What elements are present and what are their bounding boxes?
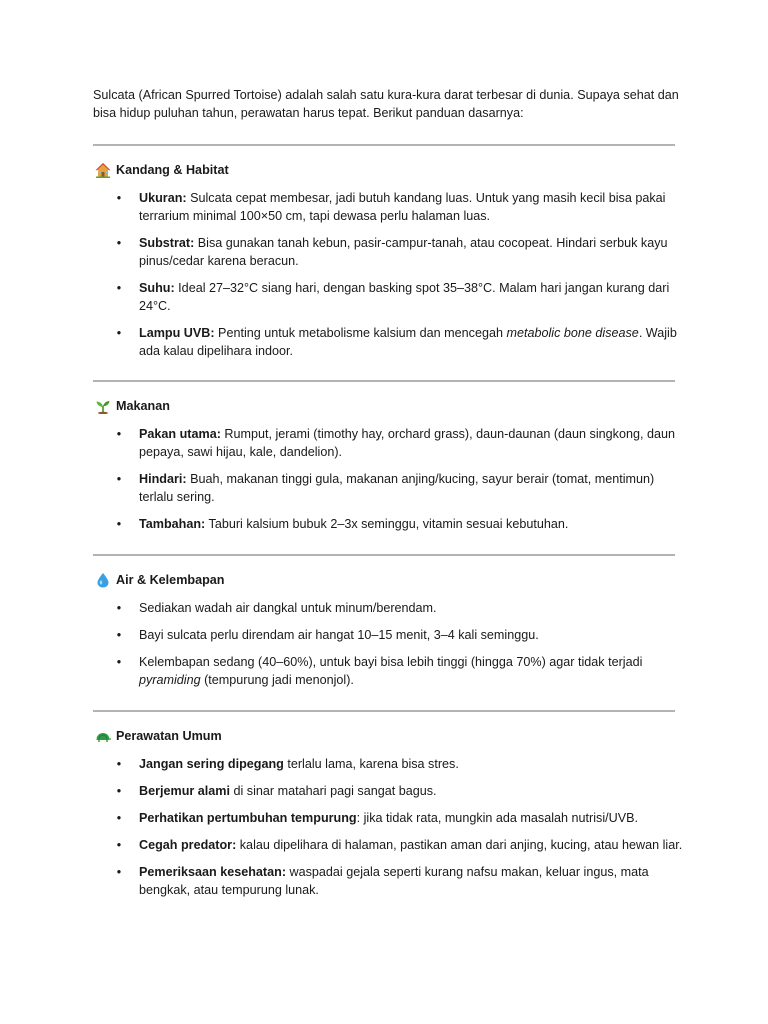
bullet: • — [116, 601, 122, 615]
item-label: Cegah predator: — [139, 838, 237, 852]
item-text: Bisa gunakan tanah kebun, pasir-campur-tanah, atau cocopeat. Hindari serbuk kayu pinus/cedar karena beracun. — [139, 236, 668, 268]
item-text: Taburi kalsium bubuk 2–3x seminggu, vitamin sesuai kebutuhan. — [205, 517, 569, 531]
item-text: Penting untuk metabolisme kalsium dan mencegah — [214, 326, 507, 340]
item-text: terlalu lama, karena bisa stres. — [283, 757, 459, 771]
list-item — [115, 626, 683, 644]
list-item — [115, 863, 683, 899]
intro-paragraph: Sulcata (African Spurred Tortoise) adalah salah satu kura-kura darat terbesar di dunia. Supaya sehat dan bisa hidup puluhan tahun, perawatan harus tepat. Berikut panduan dasarnya: — [93, 88, 679, 120]
item-text: Ideal 27–32°C siang hari, dengan basking spot 35–38°C. Malam hari jangan kurang dari 24°C. — [139, 281, 670, 313]
item-label: Pemeriksaan kesehatan: — [139, 865, 287, 879]
item-text: waspadai gejala seperti kurang nafsu makan, keluar ingus, mata bengkak, atau tempurung lunak. — [139, 865, 649, 897]
bullet: • — [116, 811, 122, 825]
section-divider — [93, 710, 675, 712]
bullet: • — [116, 236, 122, 250]
list-item — [115, 279, 683, 315]
item-italic: pyramiding — [139, 673, 201, 687]
item-label: Perhatikan pertumbuhan tempurung — [139, 811, 357, 825]
item-label: Tambahan: — [139, 517, 206, 531]
item-label: Lampu UVB: — [139, 326, 215, 340]
section-heading-kandang-habitat — [95, 161, 229, 179]
bullet: • — [116, 757, 122, 771]
section-heading-air-kelembapan — [95, 571, 224, 589]
list-item — [115, 515, 683, 533]
bullet: • — [116, 326, 122, 340]
list-item — [115, 836, 683, 854]
list-item — [115, 425, 683, 461]
section-heading-perawatan-umum — [95, 727, 222, 745]
bullet: • — [116, 517, 122, 531]
item-label: Ukuran: — [139, 191, 187, 205]
item-text: Rumput, jerami (timothy hay, orchard grass), daun-daunan (daun singkong, daun pepaya, sawi hijau, kale, dandelion). — [139, 427, 675, 459]
section-heading-makanan — [95, 397, 170, 415]
section-title: Kandang & Habitat — [116, 163, 229, 177]
section-title: Makanan — [116, 399, 170, 413]
section-title: Perawatan Umum — [116, 729, 222, 743]
item-label: Berjemur alami — [139, 784, 230, 798]
list-item — [115, 755, 683, 773]
bullet: • — [116, 427, 122, 441]
list-item — [115, 782, 683, 800]
bullet: • — [116, 865, 122, 879]
turtle-icon — [95, 728, 111, 744]
section-list-air-kelembapan — [115, 599, 683, 698]
section-list-kandang-habitat — [115, 189, 683, 369]
list-item — [115, 599, 683, 617]
section-list-makanan — [115, 425, 683, 542]
bullet: • — [116, 655, 122, 669]
section-divider — [93, 380, 675, 382]
item-text: Sediakan wadah air dangkal untuk minum/berendam. — [139, 601, 437, 615]
item-text: kalau dipelihara di halaman, pastikan aman dari anjing, kucing, atau hewan liar. — [236, 838, 683, 852]
item-label: Substrat: — [139, 236, 195, 250]
item-italic: metabolic bone disease — [506, 326, 639, 340]
item-text-tail: . Wajib ada kalau dipelihara indoor. — [139, 326, 677, 358]
item-text: Sulcata cepat membesar, jadi butuh kandang luas. Untuk yang masih kecil bisa pakai terrarium minimal 100×50 cm, tapi dewasa perlu halaman luas. — [139, 191, 666, 223]
list-item — [115, 809, 683, 827]
item-label: Suhu: — [139, 281, 175, 295]
item-text: Kelembapan sedang (40–60%), untuk bayi bisa lebih tinggi (hingga 70%) agar tidak terjadi — [139, 655, 643, 669]
section-divider — [93, 554, 675, 556]
list-item — [115, 653, 683, 689]
droplet-icon — [95, 572, 111, 588]
section-list-perawatan-umum — [115, 755, 683, 908]
item-text-tail: (tempurung jadi menonjol). — [200, 673, 354, 687]
bullet: • — [116, 838, 122, 852]
list-item — [115, 470, 683, 506]
item-text: di sinar matahari pagi sangat bagus. — [230, 784, 437, 798]
section-divider — [93, 144, 675, 146]
list-item — [115, 324, 683, 360]
list-item — [115, 234, 683, 270]
bullet: • — [116, 191, 122, 205]
bullet: • — [116, 472, 122, 486]
list-item — [115, 189, 683, 225]
item-label: Hindari: — [139, 472, 187, 486]
section-title: Air & Kelembapan — [116, 573, 225, 587]
item-text: Bayi sulcata perlu direndam air hangat 10–15 menit, 3–4 kali seminggu. — [139, 628, 539, 642]
bullet: • — [116, 281, 122, 295]
bullet: • — [116, 628, 122, 642]
bullet: • — [116, 784, 122, 798]
house-icon — [95, 162, 111, 178]
seedling-icon — [95, 398, 111, 414]
item-text: : jika tidak rata, mungkin ada masalah nutrisi/UVB. — [356, 811, 639, 825]
item-text: Buah, makanan tinggi gula, makanan anjing/kucing, sayur berair (tomat, mentimun) terlalu sering. — [139, 472, 655, 504]
item-label: Pakan utama: — [139, 427, 221, 441]
item-label: Jangan sering dipegang — [139, 757, 284, 771]
